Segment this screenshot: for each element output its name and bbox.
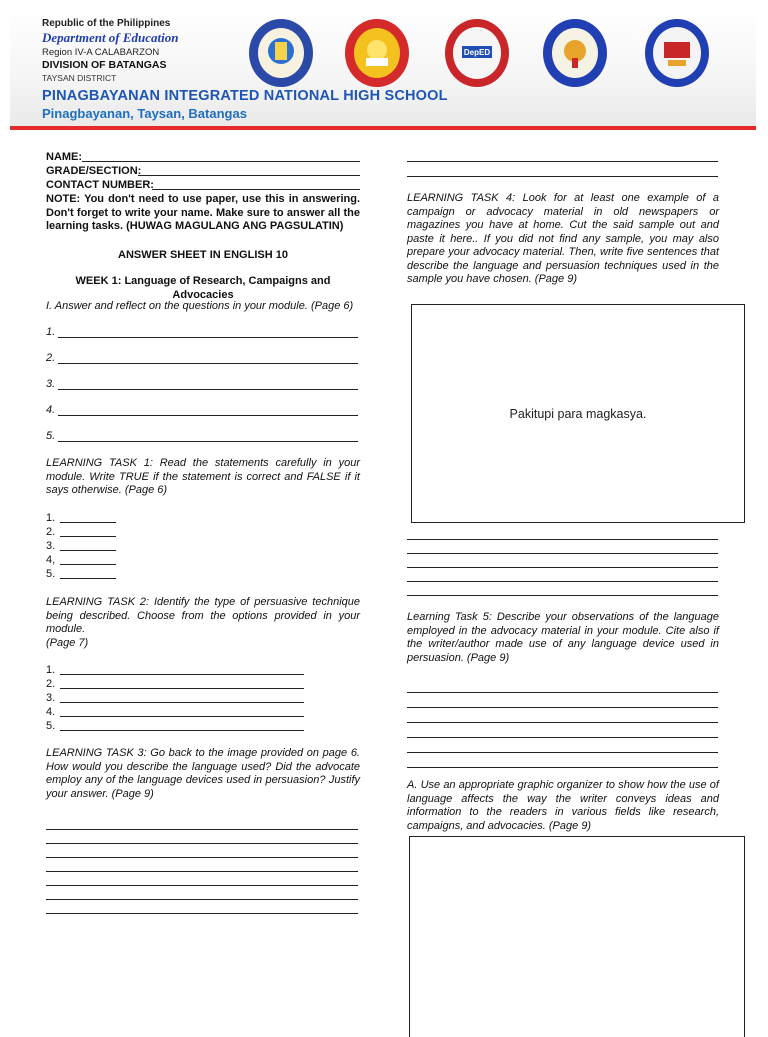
task5-instruction: Learning Task 5: Describe your observations of the language employed in the advocacy material in your module. Cite also if the writer/author made use of any language device used in persuasion. (Page 9)	[407, 611, 719, 664]
answer-line[interactable]	[46, 871, 358, 872]
part1-number: 4.	[46, 404, 56, 416]
answer-line[interactable]	[60, 716, 304, 717]
deped-division-seal-icon	[444, 18, 510, 88]
school-seal-icon	[644, 18, 710, 88]
answer-line[interactable]	[58, 415, 358, 416]
division-label: DIVISION OF BATANGAS	[42, 59, 167, 71]
district-label: TAYSAN DISTRICT	[42, 73, 117, 83]
republic-label: Republic of the Philippines	[42, 18, 171, 29]
week-title: WEEK 1: Language of Research, Campaigns and Advocacies	[75, 275, 331, 301]
answer-line[interactable]	[60, 550, 116, 551]
kagawaran-seal-icon	[248, 18, 314, 88]
paste-area[interactable]	[411, 304, 745, 523]
letterhead	[10, 8, 756, 128]
svg-text:DepED: DepED	[463, 48, 491, 57]
answer-line[interactable]	[60, 564, 116, 565]
answer-line[interactable]	[60, 688, 304, 689]
name-field[interactable]	[82, 161, 360, 162]
answer-line[interactable]	[60, 522, 116, 523]
answer-line[interactable]	[407, 161, 718, 162]
answer-line[interactable]	[46, 885, 358, 886]
answer-line[interactable]	[58, 389, 358, 390]
answer-line[interactable]	[58, 363, 358, 364]
answer-line[interactable]	[46, 857, 358, 858]
page-title: ANSWER SHEET IN ENGLISH 10	[118, 249, 288, 261]
answer-line[interactable]	[46, 913, 358, 914]
answer-line[interactable]	[58, 441, 358, 442]
answer-line[interactable]	[407, 595, 718, 596]
note-text: NOTE: You don't need to use paper, use this in answering. Don't forget to write your name. Make sure to answer all the learning tasks. (HUWAG MAGULANG ANG PAGSULATIN)	[46, 193, 360, 232]
answer-line[interactable]	[407, 722, 718, 723]
answer-line[interactable]	[407, 581, 718, 582]
grade-section-field[interactable]	[138, 175, 360, 176]
answer-line[interactable]	[46, 843, 358, 844]
task2-number: 1.	[46, 664, 56, 676]
region-seal-icon	[344, 18, 410, 88]
graphic-organizer-area[interactable]	[409, 836, 745, 1037]
contact-number-label: CONTACT NUMBER:	[46, 179, 154, 191]
school-address: Pinagbayanan, Taysan, Batangas	[42, 106, 247, 121]
task1-number: 1.	[46, 512, 56, 524]
task1-number: 2.	[46, 526, 56, 538]
part1-number: 3.	[46, 378, 56, 390]
task2-page: (Page 7)	[46, 637, 89, 649]
answer-line[interactable]	[407, 737, 718, 738]
task1-instruction: LEARNING TASK 1: Read the statements carefully in your module. Write TRUE if the statement is correct and FALSE if it says otherwise. (Page 6)	[46, 457, 360, 496]
task2-number: 4.	[46, 706, 56, 718]
answer-line[interactable]	[407, 539, 718, 540]
answer-line[interactable]	[407, 176, 718, 177]
answer-line[interactable]	[60, 536, 116, 537]
task2-number: 5.	[46, 720, 56, 732]
task2-instruction: LEARNING TASK 2: Identify the type of persuasive technique being described. Choose from the options provided in your module.	[46, 596, 360, 635]
answer-line[interactable]	[60, 674, 304, 675]
contact-number-field[interactable]	[152, 189, 360, 190]
region-label: Region IV-A CALABARZON	[42, 47, 160, 58]
header-divider	[10, 126, 756, 130]
task-a-instruction: A. Use an appropriate graphic organizer to show how the use of language affects the way the writer conveys ideas and information to the readers in various fields like research, campaigns, and advocacies. (Page 9)	[407, 779, 719, 832]
answer-line[interactable]	[407, 752, 718, 753]
answer-line[interactable]	[407, 692, 718, 693]
task3-instruction: LEARNING TASK 3: Go back to the image provided on page 6. How would you describe the language used? Did the advocate employ any of the language devices used in persuasion? Justify your answer. (Page 9)	[46, 747, 360, 800]
name-label: NAME:	[46, 151, 83, 163]
part1-instruction: I. Answer and reflect on the questions in your module. (Page 6)	[46, 300, 354, 312]
answer-line[interactable]	[46, 899, 358, 900]
answer-line[interactable]	[407, 767, 718, 768]
answer-line[interactable]	[60, 702, 304, 703]
answer-line[interactable]	[407, 553, 718, 554]
paste-area-label: Pakitupi para magkasya.	[509, 407, 647, 421]
part1-number: 5.	[46, 430, 56, 442]
answer-line[interactable]	[58, 337, 358, 338]
grade-section-label: GRADE/SECTION:	[46, 165, 142, 177]
district-seal-icon	[542, 18, 608, 88]
answer-line[interactable]	[407, 707, 718, 708]
task2-number: 2.	[46, 678, 56, 690]
answer-line[interactable]	[407, 567, 718, 568]
task1-number: 4,	[46, 554, 56, 566]
task1-number: 5.	[46, 568, 56, 580]
task4-instruction: LEARNING TASK 4: Look for at least one example of a campaign or advocacy material in old newspapers or magazines you have at home. Cut the said sample out and paste it here.. If you did not find any sample, you may also prepare your advocacy material. Then, write five sentences that describe the language and persuasion techniques used in the sample you have chosen. (Page 9)	[407, 192, 719, 285]
department-label: Department of Education	[42, 30, 179, 45]
part1-number: 1.	[46, 326, 56, 338]
school-name: PINAGBAYANAN INTEGRATED NATIONAL HIGH SCHOOL	[42, 88, 448, 104]
answer-line[interactable]	[60, 578, 116, 579]
part1-number: 2.	[46, 352, 56, 364]
answer-line[interactable]	[60, 730, 304, 731]
task2-number: 3.	[46, 692, 56, 704]
answer-line[interactable]	[46, 829, 358, 830]
task1-number: 3.	[46, 540, 56, 552]
